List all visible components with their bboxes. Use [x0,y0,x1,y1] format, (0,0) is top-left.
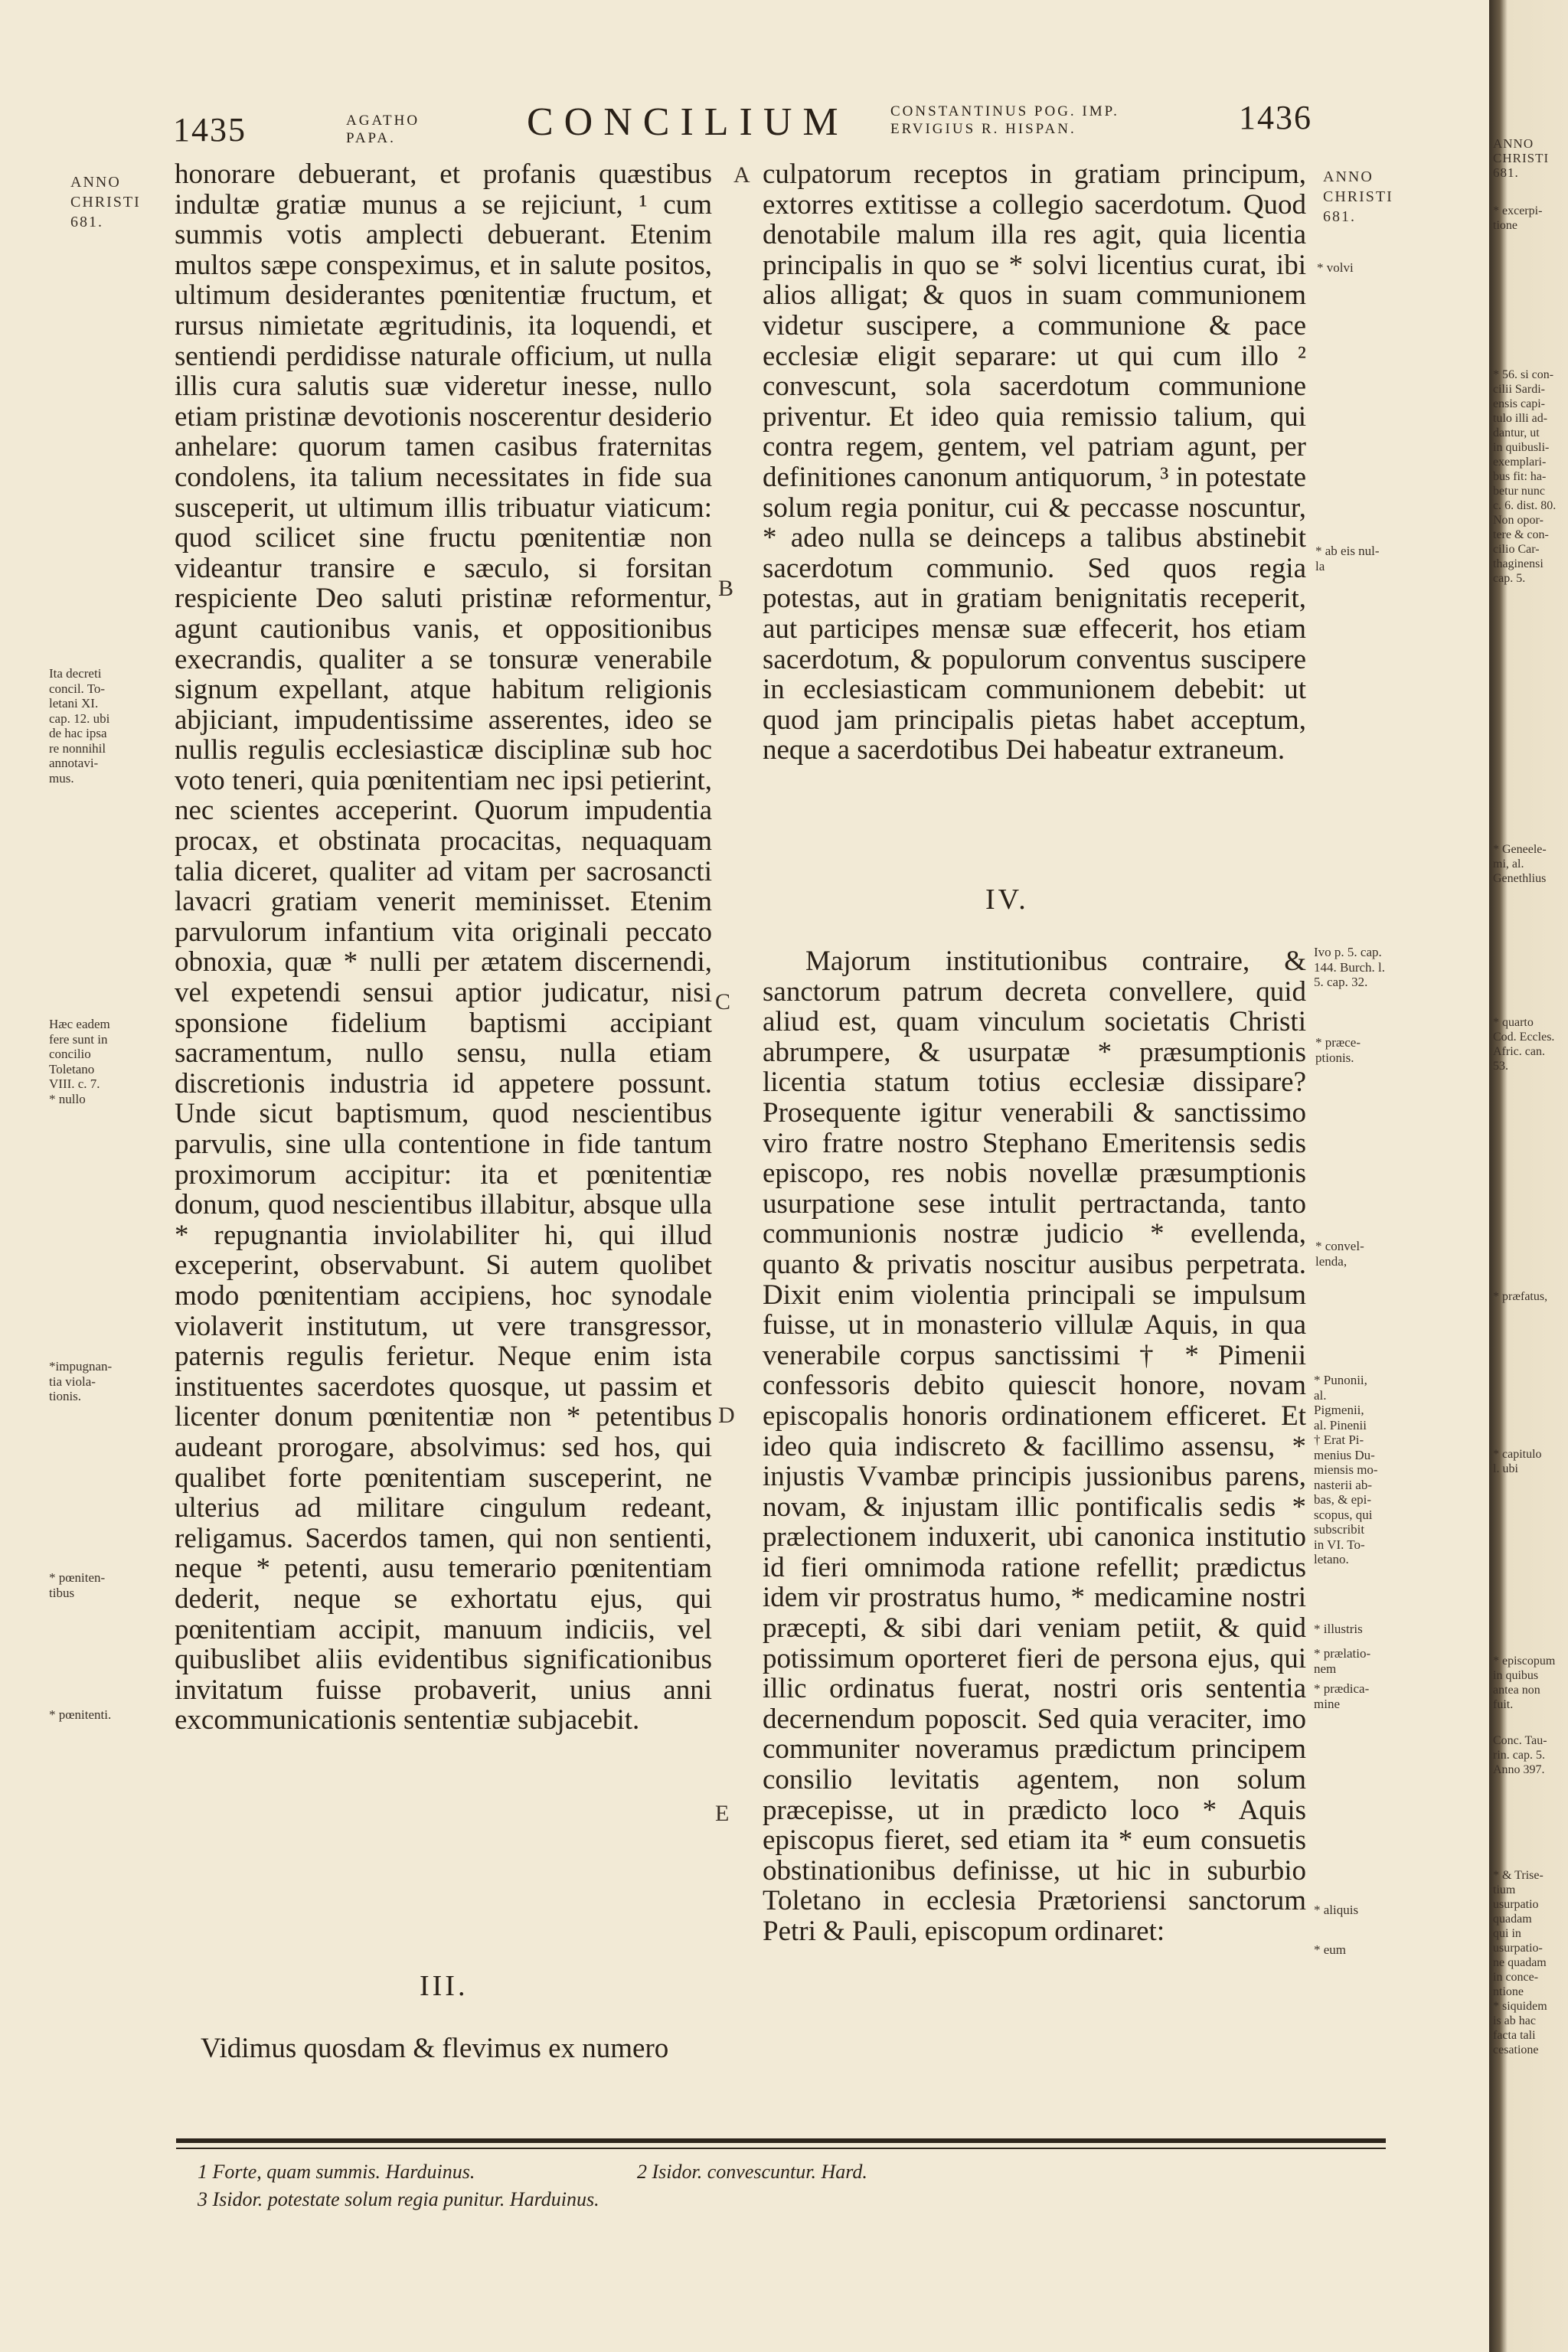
right-margin-note: * prædica- mine [1314,1681,1370,1711]
next-page-margin-note: * quarto Cod. Eccles. Afric. can. 53. [1493,1016,1555,1073]
right-margin-note: Ivo p. 5. cap. 144. Burch. l. 5. cap. 32. [1314,945,1386,989]
right-margin-note: * præce- ptionis. [1315,1035,1361,1065]
right-margin-note: * Punonii, al. Pigmenii, al. Pinenii † Erat Pi- menius Du- miensis mo- nasterii ab- bas, & epi- scopus, qui subscribit in VI. To- letano. [1314,1373,1378,1566]
next-page-margin-note: * excerpi- tione [1493,204,1543,232]
right-column-text-b [763,946,1306,2125]
header-pope: AGATHO PAPA. [346,113,420,146]
left-margin-note: Hæc eadem fere sunt in concilio Toletano VIII. c. 7. * nullo [49,1017,110,1106]
left-margin-note: * pœniten- tibus [49,1570,106,1600]
anno-christi-right: ANNO CHRISTI 681. [1323,168,1393,225]
left-margin-note: Ita decreti concil. To- letani XI. cap. 12. ubi de hac ipsa re nonnihil annotavi- mus. [49,666,110,786]
next-page-margin-note: * & Trise- tium usurpatio quadam qui in usurpatio- ne quadam in conce- ntione * siquidem is ab hac facta tali cesatione [1493,1869,1547,2056]
page-number-left: 1435 [173,111,247,149]
header-title: CONCILIUM [527,100,849,144]
header-rulers: CONSTANTINUS POG. IMP. ERVIGIUS R. HISPAN. [890,103,1119,137]
footnote: 2 Isidor. convescuntur. Hard. [637,2161,867,2183]
right-column-text-a [763,159,1306,880]
left-column-paragraph: honorare debuerant, et profanis quæstibus indultæ gratiæ munus a se rejiciunt, ¹ cum summis votis amplecti debuerant. Etenim multos sæpe conspeximus, et in salute positos, ultimum desiderantes pœnitentiæ fructum, et rursus nimietate ægritudinis, ita loquendi, et sentiendi perdidisse naturale officium, ut nulla illis cura salutis suæ videretur inesse, nullo etiam pristinæ devotionis noscerentur desiderio anhelare: quorum tamen casibus fraternitas condolens, ita talium necessitates in fide sua susceperit, ut ultimum illis tribuatur viaticum: quod scilicet sine fructu pœnitentiæ non videantur transire e sæculo, si forsitan respiciente Deo saluti pristinæ reformentur, agunt cautionibus vanis, et oppositionibus execrandis, qualiter a se tonsuræ venerabile signum expellant, atque habitum religionis abjiciant, impudentissime asserentes, ideo se nullis regulis ecclesiasticæ disciplinæ sub hoc voto teneri, quia pœnitentiam nec ipsi petierint, nec scientes acceperint. Quorum impudentia procax, et obstinata procacitas, nequaquam talia diceret, qualiter ad vitam per sacrosancti lavacri gratiam venerit meminisset. Etenim parvulorum infantium vita originali peccato obnoxia, quæ * nulli per ætatem discernendi, vel expetendi sensui aptior judicatur, nisi sponsione fidelium baptismi accipiant sacramentum, nullo sensu, nulla etiam discretionis industria id appetere possunt. Unde sicut baptismum, quod nescientibus parvulis, sine ulla contentione in fide tantum proximorum accipitur: ita et pœnitentiæ donum, quod nescientibus illabitur, absque ulla * repugnantia inviolabiliter hi, qui illud exceperint, observabunt. Si autem quolibet modo pœnitentiam accipiens, hoc synodale violaverit institutum, ut vere transgressor, paternis regulis ferietur. Neque enim ista instituentes sacerdotes quosque, ut passim et licenter donum pœnitentiæ non * petentibus audeant prorogare, absolvimus: sed hos, qui qualibet forte pœnitentiam susceperint, ne ulterius ad militare cingulum redeant, religamus. Sacerdos tamen, qui non sentienti, neque * petenti, ausu temerario pœnitentiam dederit, neque se exhortatu ejus, qui pœnitentiam accipit, manuum indiciis, vel quibuslibet aliis evidentibus significationibus invitatum fuisse probaverit, unius anni excommunicationis sententiæ subjacebit. [175,158,712,1736]
column-letter-a: A [733,162,750,188]
right-margin-note: * prælatio- nem [1314,1646,1371,1676]
right-margin-note: * aliquis [1314,1903,1359,1917]
right-margin-note: * illustris [1314,1622,1363,1636]
column-letter-b: B [718,576,734,601]
next-page-margin-note: * episcopum in quibus antea non fuit. [1493,1655,1556,1711]
left-margin-note: *impugnan- tia viola- tionis. [49,1359,113,1403]
right-column-paragraph-b: Majorum institutionibus contraire, & sanctorum patrum decreta convellere, quid aliud est, quam vinculum societatis Christi abrumpere, & usurpatæ * præsumptionis licentia statum totius ecclesiæ dissipare? Prosequente igitur venerabili & sanctissimo viro fratre nostro Stephano Emeritensis sedis episcopo, res nobis novellæ præsumptionis usurpatione sese intulit pertractanda, tanto communionis nostræ judicio * evellenda, quanto & privatis noscitur ausibus perpetrata. Dixit enim violentia principali se impulsum fuisse, ut in monasterio villulæ Aquis, in qua venerabile corpus sanctissimi † * Pimenii confessoris debito quiescit honore, novam episcopalis honoris ordinationem efficeret. Et ideo quia indiscreto & facillimo assensu, * injustis Vvambæ principis jussionibus parens, novam, & injustam illic pontificalis sedis * prælectionem induxerit, ubi canonica institutio id fieri omnimoda ratione refellit; prædictus idem vir prostratus humo, * medicamine nostri præcepti, & sibi dari veniam petiit, & quid potissimum oporteret fieri de persona ejus, qui illic ordinatus fuerat, nostri oris sententia decernendum poposcit. Sed quia veraciter, imo communiter noveramus prædictum principem consilio levitatis agentem, non solum præcepisse, ut in prædicto loco * Aquis episcopus fieret, sed etiam ita * eum consuetis obstinationibus definisse, ut hic in suburbio Toletano in ecclesia Prætoriensi sanctorum Petri & Pauli, episcopum ordinaret: [763,946,1306,1947]
footnote-rule [176,2138,1386,2143]
section-heading-iii: III. [420,1970,469,2002]
page-number-right: 1436 [1239,99,1312,136]
column-letter-c: C [715,989,731,1014]
section-heading-iv: IV. [985,884,1029,916]
footnote: 3 Isidor. potestate solum regia punitur. Harduinus. [198,2188,599,2210]
right-column-paragraph-a: culpatorum receptos in gratiam principum, extorres extitisse a collegio sacerdotum. Quod denotabile malum illa res agit, quia licentia principalis in quo se * solvi licentius curat, ibi alios alligat; & quos in suam communionem videtur suscipere, a communione & pace ecclesiæ eligit separare: ut qui cum illo ² convescunt, sola sacerdotum communione priventur. Et ideo quia remissio talium, qui contra regem, gentem, vel patriam agunt, per definitiones canonum antiquorum, ³ in potestate solum regia ponitur, cui & peccasse noscuntur, * adeo nulla se deinceps a talibus abstinebit sacerdotum communio. Sed quos regia potestas, aut in gratiam benignitatis receperit, aut participes mensæ suæ effecerit, hos etiam sacerdotum, & populorum conventus suscipere in ecclesiasticam communionem debebit: ut quod jam principalis pietas habet acceptum, neque a sacerdotibus Dei habeatur extraneum. [763,158,1306,766]
column-letter-e: E [715,1801,730,1826]
next-page-margin-note: * 56. si con- cilii Sardi- ensis capi- tulo illi ad- dantur, ut in quibusli- exemplari- bus fit: ha- betur nunc c. 6. dist. 80. Non opor- tere & con- cilio Car- thaginensi cap. 5. [1493,368,1557,585]
left-margin-note: * pœnitenti. [49,1707,112,1722]
next-page-margin-note: Conc. Tau- rin. cap. 5. Anno 397. [1493,1734,1547,1776]
left-column-tail: Vidimus quosdam & flevimus ex numero [201,2033,669,2064]
left-column-text [175,159,712,1909]
right-margin-note: * ab eis nul- la [1315,544,1380,573]
right-margin-note: * eum [1314,1942,1347,1957]
next-page-margin-note: * capitulo l. ubi [1493,1448,1542,1475]
right-margin-note: * volvi [1317,260,1354,275]
footnote-rule [176,2148,1386,2149]
right-margin-note: * convel- lenda, [1315,1239,1364,1269]
next-page-margin-note: * Geneele- mi, al. Genethlius [1493,843,1547,885]
next-page-anno: ANNO CHRISTI 681. [1493,136,1550,180]
anno-christi-left: ANNO CHRISTI 681. [70,174,141,230]
footnote: 1 Forte, quam summis. Harduinus. [198,2161,475,2183]
next-page-margin-note: * præfatus, [1493,1290,1548,1303]
column-letter-d: D [718,1403,735,1428]
